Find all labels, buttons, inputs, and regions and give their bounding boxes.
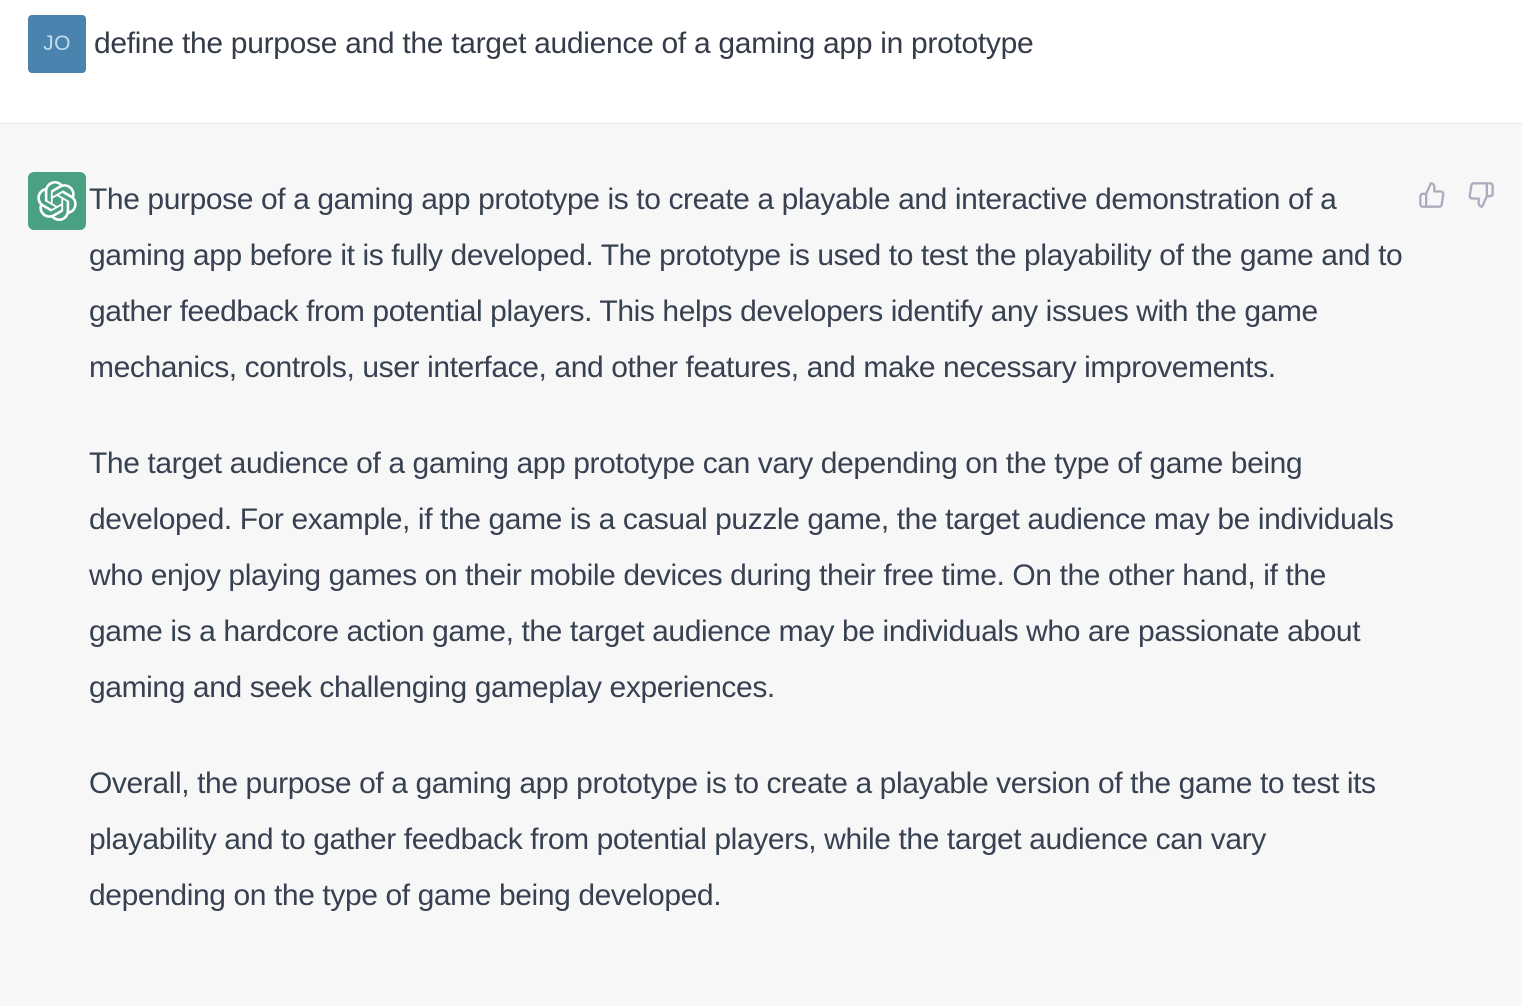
thumbs-up-icon	[1418, 181, 1446, 209]
thumbs-up-button[interactable]	[1418, 181, 1446, 209]
assistant-message-row	[0, 123, 1522, 1006]
assistant-paragraph: The target audience of a gaming app prototype can vary depending on the type of game being developed. For example, if the game is a casual puzzle game, the target audience may be individuals who enjoy playing games on their mobile devices during their free time. On the other hand, if the game is a hardcore action game, the target audience may be individuals who are passionate about gaming and seek challenging gameplay experiences.	[89, 447, 1394, 704]
user-message-row	[0, 0, 1522, 123]
user-message-text: define the purpose and the target audience of a gaming app in prototype	[94, 27, 1034, 60]
openai-logo-icon	[37, 181, 77, 221]
thumbs-down-button[interactable]	[1467, 181, 1495, 209]
user-avatar-initials: JO	[43, 32, 71, 55]
user-avatar	[28, 15, 86, 73]
assistant-avatar	[28, 172, 86, 230]
thumbs-down-icon	[1467, 181, 1495, 209]
assistant-message-text	[89, 172, 1405, 924]
assistant-paragraph: The purpose of a gaming app prototype is to create a playable and interactive demonstration of a gaming app before it is fully developed. The prototype is used to test the playability of the game and to gather feedback from potential players. This helps developers identify any issues with the game mechanics, controls, user interface, and other features, and make necessary improvements.	[89, 183, 1403, 384]
feedback-controls	[1418, 181, 1495, 209]
assistant-paragraph: Overall, the purpose of a gaming app prototype is to create a playable version of the game to test its playability and to gather feedback from potential players, while the target audience can vary depending on the type of game being developed.	[89, 767, 1376, 912]
